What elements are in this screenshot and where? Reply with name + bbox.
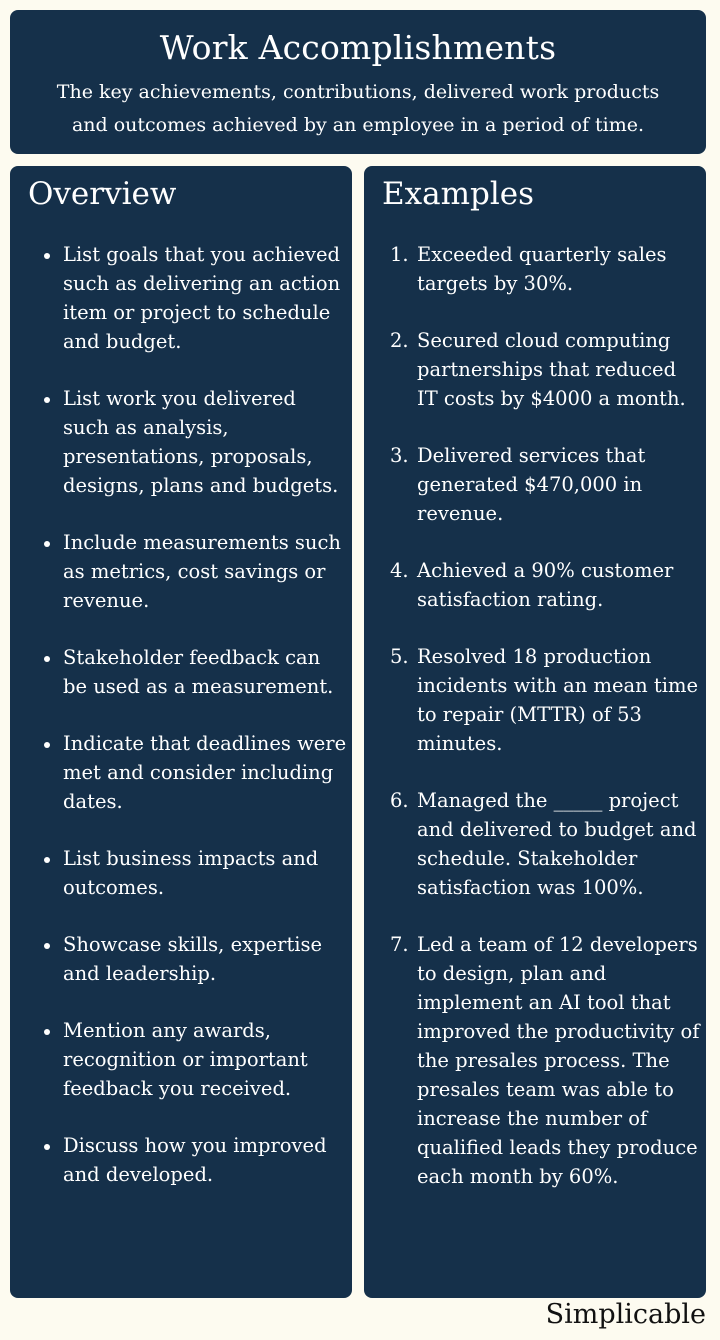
bullet-icon [44, 857, 50, 863]
overview-title: Overview [28, 176, 177, 212]
example-item [384, 326, 702, 413]
example-item [384, 441, 702, 528]
overview-list [30, 240, 348, 1217]
example-item [384, 240, 702, 298]
example-number: 7. [390, 933, 409, 956]
bullet-icon [44, 541, 50, 547]
overview-item [30, 729, 348, 816]
overview-panel [10, 166, 352, 1298]
bullet-icon [44, 656, 50, 662]
bullet-icon [44, 1144, 50, 1150]
overview-item [30, 844, 348, 902]
example-number: 4. [390, 559, 409, 582]
example-item [384, 556, 702, 614]
example-item-text: Delivered services that generated $470,000 in revenue. [417, 444, 646, 525]
example-item [384, 930, 702, 1191]
overview-item-text: List goals that you achieved such as delivering an action item or project to schedule and budget. [63, 243, 341, 353]
bullet-icon [44, 943, 50, 949]
example-item [384, 642, 702, 758]
examples-panel [364, 166, 706, 1298]
example-number: 3. [390, 444, 409, 467]
example-number: 5. [390, 645, 409, 668]
overview-item-text: Mention any awards, recognition or important feedback you received. [63, 1019, 308, 1100]
overview-item [30, 1131, 348, 1189]
overview-item-text: Stakeholder feedback can be used as a measurement. [63, 646, 334, 698]
example-item-text: Exceeded quarterly sales targets by 30%. [417, 243, 667, 295]
overview-item [30, 240, 348, 356]
overview-item-text: List business impacts and outcomes. [63, 847, 319, 899]
examples-title: Examples [382, 176, 535, 212]
examples-list [384, 240, 702, 1219]
overview-item-text: Showcase skills, expertise and leadership. [63, 933, 323, 985]
overview-item [30, 384, 348, 500]
example-number: 2. [390, 329, 409, 352]
overview-item-text: List work you delivered such as analysis, presentations, proposals, designs, plans and budgets. [63, 387, 339, 497]
example-item-text: Resolved 18 production incidents with an mean time to repair (MTTR) of 53 minutes. [417, 645, 698, 755]
overview-item-text: Indicate that deadlines were met and consider including dates. [63, 732, 347, 813]
example-number: 1. [390, 243, 409, 266]
overview-item-text: Discuss how you improved and developed. [63, 1134, 327, 1186]
example-item-text: Led a team of 12 developers to design, plan and implement an AI tool that improved the productivity of the presales process. The presales team was able to increase the number of qualified leads they produce each month by 60%. [417, 933, 700, 1188]
overview-item [30, 930, 348, 988]
overview-item [30, 1016, 348, 1103]
example-item-text: Managed the _____ project and delivered to budget and schedule. Stakeholder satisfaction was 100%. [417, 789, 697, 899]
overview-item [30, 643, 348, 701]
header-panel [10, 10, 706, 154]
page-subtitle: The key achievements, contributions, delivered work products and outcomes achieved by an employee in a period of time. [56, 80, 660, 136]
bullet-icon [44, 253, 50, 259]
page-title: Work Accomplishments [159, 28, 557, 67]
brand-logo: Simplicable [545, 1299, 706, 1330]
bullet-icon [44, 742, 50, 748]
overview-item [30, 528, 348, 615]
bullet-icon [44, 397, 50, 403]
example-item-text: Secured cloud computing partnerships that reduced IT costs by $4000 a month. [417, 329, 686, 410]
example-item-text: Achieved a 90% customer satisfaction rating. [417, 559, 674, 611]
example-item [384, 786, 702, 902]
example-number: 6. [390, 789, 409, 812]
overview-item-text: Include measurements such as metrics, cost savings or revenue. [63, 531, 341, 612]
bullet-icon [44, 1029, 50, 1035]
